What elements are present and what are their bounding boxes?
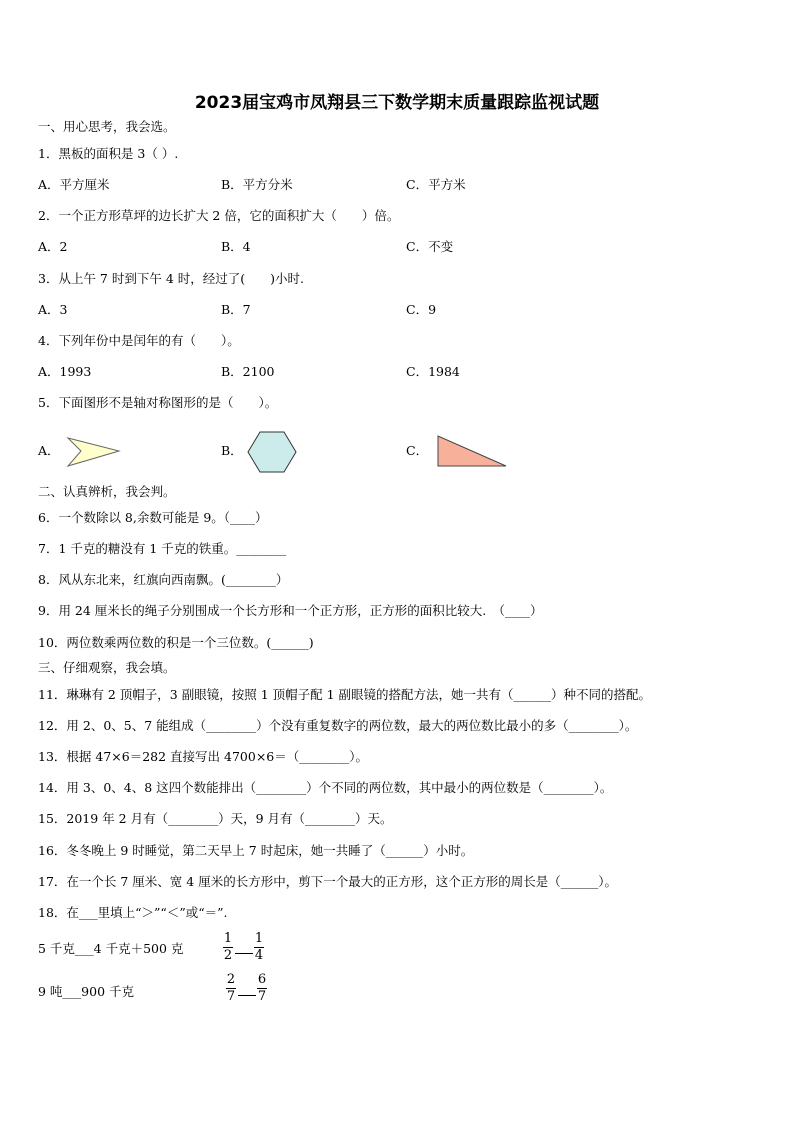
fraction-1-4 — [254, 932, 264, 963]
triangle-shape-icon — [436, 434, 508, 468]
hexagon-shape-icon — [246, 430, 298, 474]
q18-row2-comparison: 9 吨___900 千克 — [38, 984, 135, 999]
q2-option-a[interactable]: A．2 — [38, 239, 68, 254]
q4-option-b[interactable]: B．2100 — [221, 364, 275, 379]
question-9: 9．用 24 厘米长的绳子分别围成一个长方形和一个正方形，正方形的面积比较大. （____） — [38, 603, 543, 618]
q3-option-b[interactable]: B．7 — [221, 302, 251, 317]
arrow-shape-icon — [66, 436, 122, 468]
question-3: 3．从上午 7 时到下午 4 时，经过了( )小时. — [38, 271, 304, 286]
section2-heading: 二、认真辨析，我会判。 — [38, 484, 176, 499]
fraction-numerator: 1 — [223, 931, 233, 946]
q5-option-a[interactable]: A． — [38, 443, 60, 458]
fraction-6-7 — [257, 973, 267, 1004]
q18-blank-2[interactable] — [238, 995, 256, 996]
fraction-numerator: 6 — [257, 972, 267, 987]
question-16: 16．冬冬晚上 9 时睡觉，第二天早上 7 时起床，她一共睡了（______）小时。 — [38, 843, 474, 858]
section3-heading: 三、仔细观察，我会填。 — [38, 660, 176, 675]
question-10: 10．两位数乘两位数的积是一个三位数。(______) — [38, 635, 314, 650]
fraction-numerator: 2 — [226, 972, 236, 987]
question-5: 5．下面图形不是轴对称图形的是（ ）。 — [38, 395, 278, 410]
fraction-denominator: 2 — [223, 948, 233, 963]
question-7: 7．1 千克的糖没有 1 千克的铁重。________ — [38, 541, 287, 556]
question-14: 14．用 3、0、4、8 这四个数能排出（________）个不同的两位数，其中最小的两位数是（________）。 — [38, 780, 613, 795]
q18-row1-comparison: 5 千克___4 千克＋500 克 — [38, 941, 184, 956]
question-15: 15．2019 年 2 月有（________）天，9 月有（________）天。 — [38, 811, 393, 826]
q5-option-b[interactable]: B． — [221, 443, 243, 458]
question-1: 1．黑板的面积是 3（ ）. — [38, 146, 179, 161]
question-12: 12．用 2、0、5、7 能组成（________）个没有重复数字的两位数，最大的两位数比最小的多（________）。 — [38, 718, 638, 733]
q4-option-c[interactable]: C．1984 — [406, 364, 460, 379]
q18-blank-1[interactable] — [235, 953, 253, 954]
q1-option-b[interactable]: B．平方分米 — [221, 177, 293, 192]
question-4: 4．下列年份中是闰年的有（ ）。 — [38, 333, 240, 348]
fraction-numerator: 1 — [254, 931, 264, 946]
section1-heading: 一、用心思考，我会选。 — [38, 119, 176, 134]
page-title: 2023届宝鸡市凤翔县三下数学期末质量跟踪监视试题 — [194, 93, 600, 113]
fraction-denominator: 7 — [257, 989, 267, 1004]
fraction-1-2 — [223, 932, 233, 963]
q4-option-a[interactable]: A．1993 — [38, 364, 92, 379]
fraction-2-7 — [226, 973, 236, 1004]
q1-option-c[interactable]: C．平方米 — [406, 177, 466, 192]
question-6: 6．一个数除以 8,余数可能是 9。（____） — [38, 510, 268, 525]
q3-option-a[interactable]: A．3 — [38, 302, 68, 317]
question-17: 17．在一个长 7 厘米、宽 4 厘米的长方形中，剪下一个最大的正方形，这个正方形的周长是（______）。 — [38, 874, 617, 889]
question-18: 18．在___里填上“＞”“＜”或“＝”. — [38, 905, 228, 920]
q3-option-c[interactable]: C．9 — [406, 302, 437, 317]
question-8: 8．风从东北来，红旗向西南飘。(________） — [38, 572, 289, 587]
fraction-denominator: 7 — [226, 989, 236, 1004]
fraction-denominator: 4 — [254, 948, 264, 963]
q1-option-a[interactable]: A．平方厘米 — [38, 177, 110, 192]
q2-option-c[interactable]: C．不变 — [406, 239, 454, 254]
q2-option-b[interactable]: B．4 — [221, 239, 251, 254]
question-2: 2．一个正方形草坪的边长扩大 2 倍，它的面积扩大（ ）倍。 — [38, 208, 400, 223]
question-11: 11．琳琳有 2 顶帽子，3 副眼镜，按照 1 顶帽子配 1 副眼镜的搭配方法，她一共有（______）种不同的搭配。 — [38, 687, 652, 702]
question-13: 13．根据 47×6＝282 直接写出 4700×6＝（________）。 — [38, 749, 369, 764]
q5-option-c[interactable]: C． — [406, 443, 429, 458]
